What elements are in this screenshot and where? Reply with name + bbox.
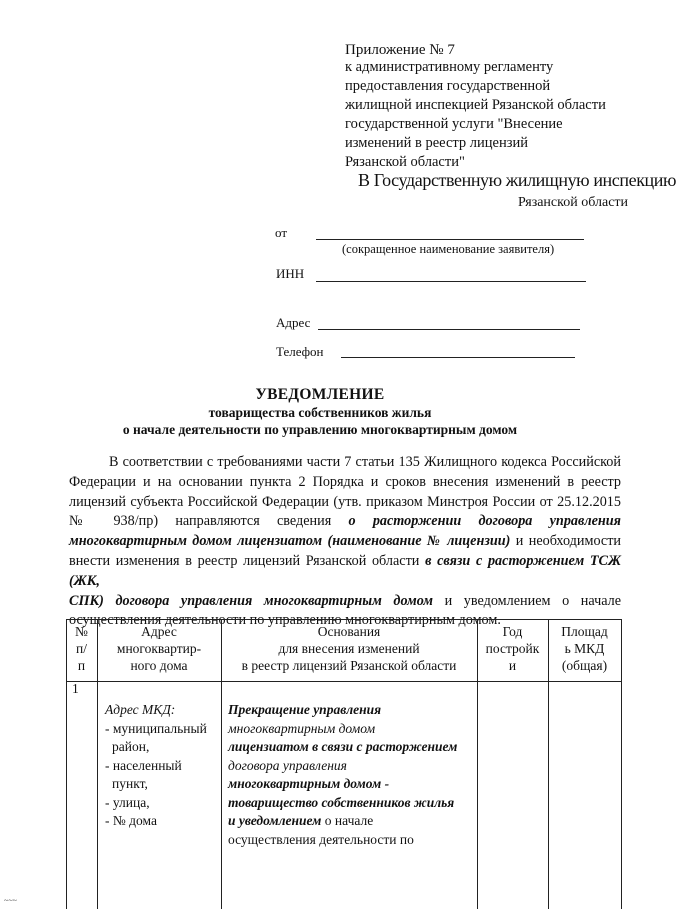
document-subtitle: о начале деятельности по управлению многоквартирным домом bbox=[122, 422, 518, 437]
scan-mark: ~~~ bbox=[4, 896, 17, 905]
from-label: от bbox=[275, 225, 288, 240]
body-text: и необходимости bbox=[515, 533, 621, 550]
header-text-line: (общая) bbox=[561, 658, 608, 673]
address-item: - населенный bbox=[105, 757, 182, 773]
address-field-line[interactable] bbox=[318, 329, 580, 330]
header-year bbox=[477, 623, 548, 674]
address-label: Адрес bbox=[276, 315, 311, 330]
header-number bbox=[66, 623, 97, 674]
appendix-line: Рязанской области" bbox=[345, 154, 465, 170]
basis-line: многоквартирным домом - bbox=[228, 776, 390, 791]
body-text: № 938/пр) направляются сведения bbox=[69, 513, 332, 530]
body-line bbox=[69, 512, 621, 532]
body-text: внести изменения в реестр лицензий Рязанской области bbox=[69, 552, 420, 569]
body-paragraph bbox=[69, 453, 621, 631]
basis-text: о начале bbox=[324, 813, 374, 828]
body-line: лицензий субъекта Российской Федерации (утв. приказом Минстроя России от 25.12.2015 bbox=[69, 493, 621, 510]
header-text bbox=[548, 623, 621, 674]
appendix-line: государственной услуги "Внесение bbox=[345, 116, 563, 132]
address-cell bbox=[105, 701, 207, 831]
basis-line bbox=[228, 812, 457, 831]
body-text: и уведомлением о начале bbox=[444, 592, 622, 609]
basis-text: и уведомлением bbox=[228, 813, 322, 828]
header-area bbox=[548, 623, 621, 674]
body-emphasis: многоквартирным домом лицензиатом (наименование № лицензии) bbox=[69, 533, 511, 550]
body-line bbox=[69, 592, 621, 612]
header-text-line: для внесения изменений bbox=[278, 641, 420, 656]
table-border bbox=[621, 619, 622, 909]
document-subtitle: товарищества собственников жилья bbox=[208, 405, 432, 420]
header-address bbox=[97, 623, 221, 674]
header-text-line: № bbox=[75, 624, 88, 639]
body-line: Федерации и на основании пункта 2 Порядка и сроков внесения изменений в реестр bbox=[69, 473, 621, 490]
phone-field-line[interactable] bbox=[341, 357, 575, 358]
changes-table bbox=[66, 619, 622, 909]
basis-line: Прекращение управления bbox=[228, 702, 382, 717]
phone-label: Телефон bbox=[276, 344, 324, 359]
appendix-line: к административному регламенту bbox=[345, 59, 554, 75]
body-line: осуществления деятельности по управлению многоквартирным домом. bbox=[69, 612, 501, 629]
header-text bbox=[66, 623, 97, 674]
appendix-line: жилищной инспекцией Рязанской области bbox=[345, 97, 606, 113]
inn-field-line[interactable] bbox=[316, 281, 586, 282]
header-text-line: п/ bbox=[76, 641, 87, 656]
from-caption: (сокращенное наименование заявителя) bbox=[342, 242, 555, 256]
header-text-line: Основания bbox=[317, 624, 381, 639]
header-text-line: ь МКД bbox=[564, 641, 605, 656]
header-basis bbox=[221, 623, 477, 674]
from-field-line[interactable] bbox=[316, 239, 584, 240]
appendix-line: предоставления государственной bbox=[345, 78, 551, 94]
address-title: Адрес МКД: bbox=[105, 702, 176, 717]
header-text bbox=[97, 623, 221, 674]
basis-cell bbox=[228, 701, 457, 849]
address-item: - улица, bbox=[105, 794, 150, 810]
address-item: - № дома bbox=[105, 813, 157, 828]
address-item: район, bbox=[112, 739, 150, 754]
inn-label: ИНН bbox=[276, 266, 305, 281]
header-text-line: и bbox=[508, 658, 517, 673]
basis-line: товарищество собственников жилья bbox=[228, 794, 455, 810]
header-text-line: в реестр лицензий Рязанской области bbox=[241, 658, 457, 673]
body-emphasis: о расторжении договора управления bbox=[348, 513, 621, 530]
appendix-line: изменений в реестр лицензий bbox=[345, 135, 528, 151]
address-item: - муниципальный bbox=[105, 720, 207, 736]
header-text-line: Год bbox=[502, 624, 523, 639]
body-emphasis: СПК) договора управления многоквартирным домом bbox=[69, 592, 433, 609]
basis-line: лицензиатом в связи с расторжением bbox=[228, 739, 458, 754]
header-text-line: Адрес bbox=[141, 624, 177, 639]
header-text-line: Площад bbox=[561, 624, 608, 639]
header-text-line: п bbox=[77, 658, 86, 673]
recipient-line2: Рязанской области bbox=[518, 195, 629, 210]
body-emphasis: в связи с расторжением ТСЖ (ЖК, bbox=[69, 552, 622, 589]
address-item: пункт, bbox=[112, 776, 148, 791]
header-text-line: многоквартир- bbox=[116, 641, 202, 656]
recipient-line1: В Государственную жилищную инспекцию bbox=[358, 170, 676, 190]
basis-line: договора управления bbox=[228, 757, 347, 773]
header-text bbox=[221, 623, 477, 674]
body-line bbox=[69, 532, 621, 552]
basis-line: многоквартирным домом bbox=[228, 720, 376, 736]
basis-line: осуществления деятельности по bbox=[228, 831, 414, 847]
body-line bbox=[69, 552, 621, 592]
table-border bbox=[66, 681, 622, 682]
table-border bbox=[66, 619, 622, 620]
row-number: 1 bbox=[72, 681, 79, 696]
header-text-line: постройк bbox=[485, 641, 540, 656]
header-text-line: ного дома bbox=[130, 658, 188, 673]
appendix-number: Приложение № 7 bbox=[345, 42, 455, 58]
body-line: В соответствии с требованиями части 7 статьи 135 Жилищного кодекса Российской bbox=[109, 454, 621, 470]
document-title: УВЕДОМЛЕНИЕ bbox=[255, 386, 385, 403]
header-text bbox=[477, 623, 548, 674]
